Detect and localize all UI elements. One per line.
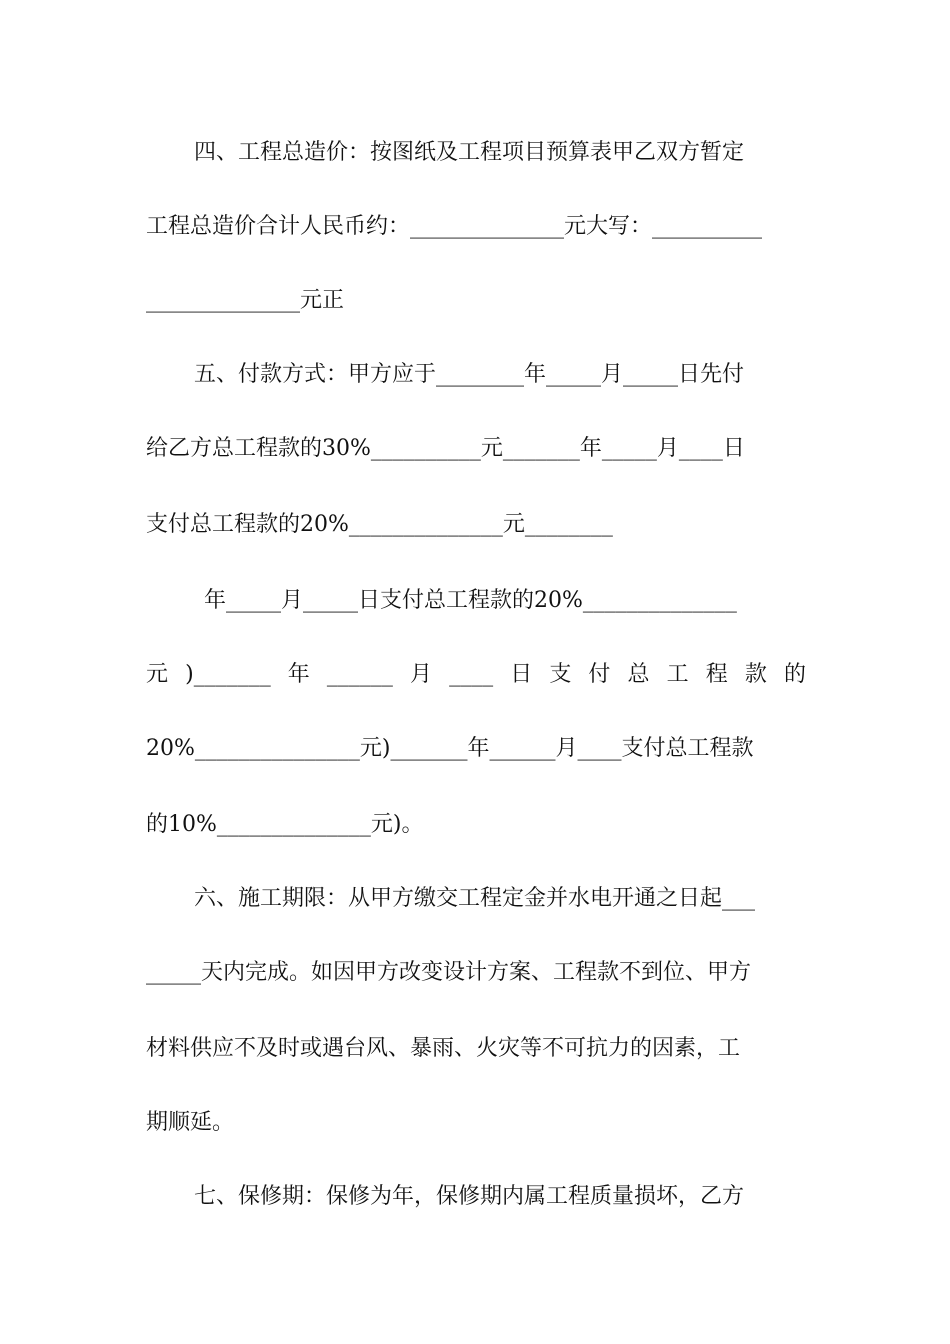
section-7-line-1: 七、保修期：保修为年，保修期内属工程质量损坏，乙方	[194, 1184, 745, 1209]
line-5-token: 元	[146, 662, 169, 687]
line-5-token: 年	[287, 662, 310, 687]
section-4-line-1: 四、工程总造价：按图纸及工程项目预算表甲乙双方暂定	[194, 140, 745, 165]
line-5-token: 工	[666, 662, 689, 687]
section-4-line-2: 工程总造价合计人民币约：______________元大写：__________	[146, 214, 763, 239]
section-6-line-2: _____天内完成。如因甲方改变设计方案、工程款不到位、甲方	[146, 960, 752, 985]
section-6-line-1: 六、施工期限：从甲方缴交工程定金并水电开通之日起___	[194, 886, 756, 911]
line-5-token: 款	[744, 662, 767, 687]
section-5-line-7: 的10%______________元)。	[146, 812, 424, 837]
line-5-token: 支	[549, 662, 572, 687]
line-5-token: 程	[705, 662, 728, 687]
section-6-line-3: 材料供应不及时或遇台风、暴雨、火灾等不可抗力的因素，工	[146, 1036, 741, 1061]
line-5-token: 的	[783, 662, 806, 687]
section-5-line-4: 年_____月_____日支付总工程款的20%______________	[204, 588, 737, 613]
line-5-token: 付	[588, 662, 611, 687]
section-5-line-2: 给乙方总工程款的30%__________元_______年_____月____日	[146, 436, 745, 461]
section-5-line-6: 20%_______________元)_______年______月____支付总工程款	[146, 736, 754, 761]
line-5-token: 月	[410, 662, 433, 687]
section-6-line-4: 期顺延。	[146, 1110, 235, 1135]
line-5-token: ______	[326, 662, 393, 687]
section-5-line-3: 支付总工程款的20%______________元________	[146, 512, 613, 537]
line-5-token: ____	[449, 662, 494, 687]
section-5-line-5	[146, 660, 806, 690]
section-4-line-3: ______________元正	[146, 288, 345, 313]
line-5-token: 日	[510, 662, 533, 687]
line-5-token: 总	[627, 662, 650, 687]
line-5-token: )_______	[185, 662, 271, 687]
section-5-line-1: 五、付款方式：甲方应于________年_____月_____日先付	[194, 362, 745, 387]
